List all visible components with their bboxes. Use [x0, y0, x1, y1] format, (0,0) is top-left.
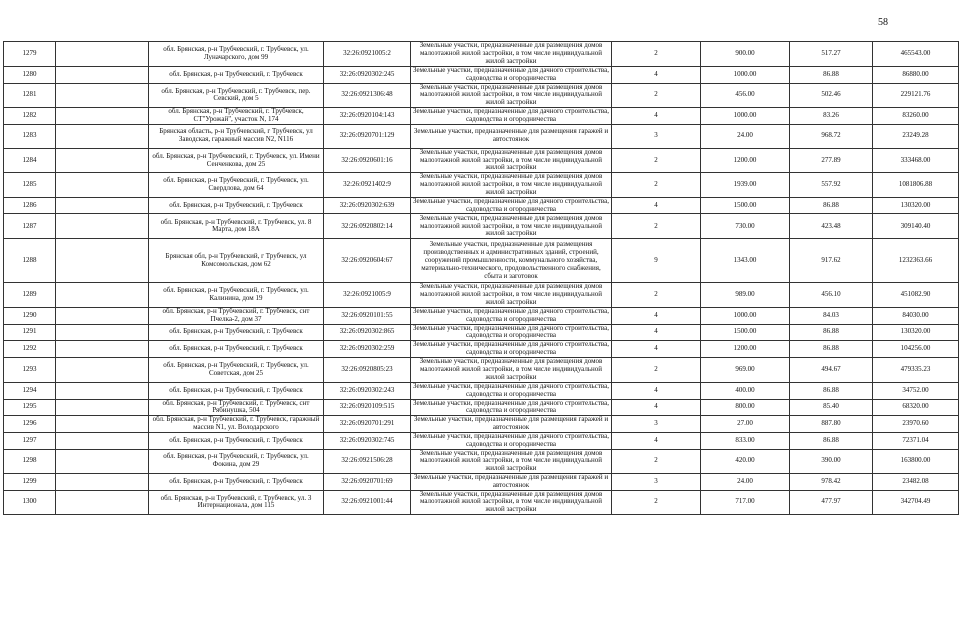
group-cell: 2 [612, 357, 701, 382]
group-cell: 4 [612, 399, 701, 416]
address-cell: обл. Брянская, р-н Трубчевский, г. Трубчевск [149, 324, 324, 341]
empty-cell [56, 357, 149, 382]
group-cell: 4 [612, 108, 701, 125]
land-use-cell: Земельные участки, предназначенные для размещения гаражей и автостоянок [411, 124, 612, 148]
group-cell: 9 [612, 239, 701, 283]
cadastral-number-cell: 32:26:0920302:865 [324, 324, 411, 341]
cadastral-number-cell: 32:26:0920302:745 [324, 432, 411, 449]
address-cell: обл. Брянская, р-н Трубчевский, г. Трубчевск [149, 432, 324, 449]
area-cell: 717.00 [701, 490, 790, 514]
row-number: 1295 [4, 399, 56, 416]
address-cell: обл. Брянская, р-н Трубчевский, г. Трубчевск, ул. Советская, дом 25 [149, 357, 324, 382]
address-cell: обл. Брянская, р-н Трубчевский, г. Трубчевск, ул. Свердлова, дом 64 [149, 173, 324, 197]
cadastral-value-cell: 86880.00 [873, 67, 959, 84]
table-row [4, 432, 959, 449]
specific-value-cell: 86.88 [790, 432, 873, 449]
group-cell: 2 [612, 283, 701, 307]
cadastral-number-cell: 32:26:0920601:16 [324, 148, 411, 172]
specific-value-cell: 968.72 [790, 124, 873, 148]
empty-cell [56, 42, 149, 67]
area-cell: 969.00 [701, 357, 790, 382]
cadastral-number-cell: 32:26:0921001:44 [324, 490, 411, 514]
address-cell: обл. Брянская, р-н Трубчевский, г. Трубчевск, ул. 3 Интернационала, дом 115 [149, 490, 324, 514]
cadastral-number-cell: 32:26:0920101:55 [324, 307, 411, 324]
row-number: 1282 [4, 108, 56, 125]
table-row [4, 214, 959, 239]
address-cell: обл. Брянская, р-н Трубчевский, г. Трубчевск, снт Рябинушка, 504 [149, 399, 324, 416]
empty-cell [56, 490, 149, 514]
table-row [4, 341, 959, 358]
area-cell: 420.00 [701, 449, 790, 473]
empty-cell [56, 307, 149, 324]
group-cell: 2 [612, 148, 701, 172]
land-use-cell: Земельные участки, предназначенные для дачного строительства, садоводства и огородничества [411, 382, 612, 399]
cadastral-number-cell: 32:26:0920701:291 [324, 416, 411, 433]
address-cell: обл. Брянская, р-н Трубчевский, г. Трубчевск, ул. Луначарского, дом 99 [149, 42, 324, 67]
specific-value-cell: 85.40 [790, 399, 873, 416]
address-cell: обл. Брянская, р-н Трубчевский, г. Трубчевск, ул. 8 Марта, дом 18А [149, 214, 324, 239]
table-row [4, 148, 959, 172]
specific-value-cell: 887.80 [790, 416, 873, 433]
group-cell: 2 [612, 83, 701, 107]
row-number: 1285 [4, 173, 56, 197]
area-cell: 456.00 [701, 83, 790, 107]
address-cell: обл. Брянская, р-н Трубчевский, г. Трубчевск [149, 382, 324, 399]
cadastral-number-cell: 32:26:0920302:259 [324, 341, 411, 358]
specific-value-cell: 86.88 [790, 67, 873, 84]
cadastral-number-cell: 32:26:0920802:14 [324, 214, 411, 239]
cadastral-number-cell: 32:26:0920104:143 [324, 108, 411, 125]
land-use-cell: Земельные участки, предназначенные для размещения домов малоэтажной жилой застройки, в том числе индивидуальной жилой застройки [411, 490, 612, 514]
empty-cell [56, 124, 149, 148]
area-cell: 800.00 [701, 399, 790, 416]
empty-cell [56, 283, 149, 307]
cadastral-number-cell: 32:26:0920701:129 [324, 124, 411, 148]
table-row [4, 382, 959, 399]
row-number: 1283 [4, 124, 56, 148]
cadastral-number-cell: 32:26:0921005:9 [324, 283, 411, 307]
cadastral-value-cell: 1232363.66 [873, 239, 959, 283]
group-cell: 2 [612, 214, 701, 239]
area-cell: 900.00 [701, 42, 790, 67]
land-use-cell: Земельные участки, предназначенные для размещения домов малоэтажной жилой застройки, в том числе индивидуальной жилой застройки [411, 42, 612, 67]
address-cell: обл. Брянская, р-н Трубчевский, г. Трубчевск, пер. Севский, дом 5 [149, 83, 324, 107]
land-use-cell: Земельные участки, предназначенные для размещения гаражей и автостоянок [411, 416, 612, 433]
cadastral-value-cell: 72371.04 [873, 432, 959, 449]
empty-cell [56, 148, 149, 172]
empty-cell [56, 382, 149, 399]
row-number: 1296 [4, 416, 56, 433]
land-use-cell: Земельные участки, предназначенные для дачного строительства, садоводства и огородничества [411, 432, 612, 449]
cadastral-value-cell: 1081806.88 [873, 173, 959, 197]
area-cell: 1343.00 [701, 239, 790, 283]
row-number: 1279 [4, 42, 56, 67]
group-cell: 4 [612, 382, 701, 399]
group-cell: 4 [612, 307, 701, 324]
cadastral-value-cell: 333468.00 [873, 148, 959, 172]
specific-value-cell: 83.26 [790, 108, 873, 125]
area-cell: 730.00 [701, 214, 790, 239]
land-use-cell: Земельные участки, предназначенные для дачного строительства, садоводства и огородничества [411, 324, 612, 341]
area-cell: 24.00 [701, 124, 790, 148]
row-number: 1291 [4, 324, 56, 341]
row-number: 1284 [4, 148, 56, 172]
address-cell: обл. Брянская, р-н Трубчевский, г. Трубчевск, СТ"Урожай", участок N, 174 [149, 108, 324, 125]
cadastral-value-cell: 83260.00 [873, 108, 959, 125]
area-cell: 1939.00 [701, 173, 790, 197]
group-cell: 3 [612, 473, 701, 490]
row-number: 1281 [4, 83, 56, 107]
table-row [4, 239, 959, 283]
area-cell: 1000.00 [701, 108, 790, 125]
cadastral-value-cell: 342704.49 [873, 490, 959, 514]
land-use-cell: Земельные участки, предназначенные для дачного строительства, садоводства и огородничества [411, 307, 612, 324]
cadastral-value-cell: 309140.40 [873, 214, 959, 239]
row-number: 1290 [4, 307, 56, 324]
cadastral-number-cell: 32:26:0920604:67 [324, 239, 411, 283]
row-number: 1288 [4, 239, 56, 283]
group-cell: 4 [612, 324, 701, 341]
row-number: 1297 [4, 432, 56, 449]
land-use-cell: Земельные участки, предназначенные для размещения производственных и административных зданий, строений, сооружений промышленности, коммунального хозяйства, материально-технического, продовольственного снабжения, сбыта и заготовок [411, 239, 612, 283]
address-cell: обл. Брянская, р-н Трубчевский, г. Трубчевск, ул. Калинина, дом 19 [149, 283, 324, 307]
empty-cell [56, 67, 149, 84]
cadastral-value-cell: 229121.76 [873, 83, 959, 107]
empty-cell [56, 108, 149, 125]
row-number: 1292 [4, 341, 56, 358]
cadastral-number-cell: 32:26:0921506:28 [324, 449, 411, 473]
cadastral-value-cell: 68320.00 [873, 399, 959, 416]
cadastral-number-cell: 32:26:0920302:245 [324, 67, 411, 84]
area-cell: 1200.00 [701, 148, 790, 172]
row-number: 1298 [4, 449, 56, 473]
cadastral-number-cell: 32:26:0920701:69 [324, 473, 411, 490]
empty-cell [56, 399, 149, 416]
row-number: 1286 [4, 197, 56, 214]
row-number: 1299 [4, 473, 56, 490]
group-cell: 2 [612, 42, 701, 67]
cadastral-number-cell: 32:26:0920302:243 [324, 382, 411, 399]
table-row [4, 173, 959, 197]
land-use-cell: Земельные участки, предназначенные для дачного строительства, садоводства и огородничества [411, 341, 612, 358]
specific-value-cell: 917.62 [790, 239, 873, 283]
address-cell: обл. Брянская, р-н Трубчевский, г. Трубчевск, снт Пчелка-2, дом 37 [149, 307, 324, 324]
land-use-cell: Земельные участки, предназначенные для размещения домов малоэтажной жилой застройки, в том числе индивидуальной жилой застройки [411, 173, 612, 197]
area-cell: 1000.00 [701, 67, 790, 84]
specific-value-cell: 86.88 [790, 341, 873, 358]
table-row [4, 42, 959, 67]
specific-value-cell: 277.89 [790, 148, 873, 172]
row-number: 1287 [4, 214, 56, 239]
empty-cell [56, 197, 149, 214]
cadastral-value-cell: 84030.00 [873, 307, 959, 324]
group-cell: 4 [612, 432, 701, 449]
cadastral-value-cell: 34752.00 [873, 382, 959, 399]
cadastral-number-cell: 32:26:0920302:639 [324, 197, 411, 214]
cadastral-value-table [3, 41, 959, 515]
specific-value-cell: 86.88 [790, 382, 873, 399]
specific-value-cell: 502.46 [790, 83, 873, 107]
group-cell: 2 [612, 449, 701, 473]
empty-cell [56, 324, 149, 341]
cadastral-number-cell: 32:26:0921306:48 [324, 83, 411, 107]
table-body [4, 42, 959, 515]
land-use-cell: Земельные участки, предназначенные для дачного строительства, садоводства и огородничества [411, 197, 612, 214]
table-row [4, 307, 959, 324]
cadastral-value-cell: 23970.60 [873, 416, 959, 433]
cadastral-value-cell: 23482.08 [873, 473, 959, 490]
table-row [4, 67, 959, 84]
area-cell: 989.00 [701, 283, 790, 307]
specific-value-cell: 86.88 [790, 197, 873, 214]
land-use-cell: Земельные участки, предназначенные для размещения домов малоэтажной жилой застройки, в том числе индивидуальной жилой застройки [411, 148, 612, 172]
table-row [4, 490, 959, 514]
cadastral-value-cell: 130320.00 [873, 197, 959, 214]
row-number: 1280 [4, 67, 56, 84]
address-cell: Брянская обл, р-н Трубчевский, г Трубчевск, ул Комсомольская, дом 62 [149, 239, 324, 283]
land-use-cell: Земельные участки, предназначенные для размещения гаражей и автостоянок [411, 473, 612, 490]
cadastral-value-cell: 451082.90 [873, 283, 959, 307]
specific-value-cell: 86.88 [790, 324, 873, 341]
group-cell: 4 [612, 197, 701, 214]
land-use-cell: Земельные участки, предназначенные для размещения домов малоэтажной жилой застройки, в том числе индивидуальной жилой застройки [411, 357, 612, 382]
address-cell: обл. Брянская, р-н Трубчевский, г. Трубчевск [149, 473, 324, 490]
table-row [4, 449, 959, 473]
specific-value-cell: 494.67 [790, 357, 873, 382]
area-cell: 1200.00 [701, 341, 790, 358]
address-cell: обл. Брянская, р-н Трубчевский, г. Трубчевск [149, 197, 324, 214]
specific-value-cell: 557.92 [790, 173, 873, 197]
table-row [4, 416, 959, 433]
specific-value-cell: 390.00 [790, 449, 873, 473]
group-cell: 2 [612, 173, 701, 197]
table-row [4, 108, 959, 125]
table-row [4, 473, 959, 490]
empty-cell [56, 83, 149, 107]
cadastral-value-cell: 23249.28 [873, 124, 959, 148]
group-cell: 3 [612, 124, 701, 148]
specific-value-cell: 978.42 [790, 473, 873, 490]
row-number: 1289 [4, 283, 56, 307]
area-cell: 400.00 [701, 382, 790, 399]
land-use-cell: Земельные участки, предназначенные для дачного строительства, садоводства и огородничества [411, 108, 612, 125]
empty-cell [56, 214, 149, 239]
empty-cell [56, 449, 149, 473]
cadastral-value-cell: 465543.00 [873, 42, 959, 67]
land-use-cell: Земельные участки, предназначенные для размещения домов малоэтажной жилой застройки, в том числе индивидуальной жилой застройки [411, 214, 612, 239]
land-use-cell: Земельные участки, предназначенные для размещения домов малоэтажной жилой застройки, в том числе индивидуальной жилой застройки [411, 83, 612, 107]
cadastral-number-cell: 32:26:0920109:515 [324, 399, 411, 416]
cadastral-number-cell: 32:26:0921005:2 [324, 42, 411, 67]
specific-value-cell: 84.03 [790, 307, 873, 324]
area-cell: 1500.00 [701, 197, 790, 214]
table-row [4, 399, 959, 416]
group-cell: 2 [612, 490, 701, 514]
specific-value-cell: 477.97 [790, 490, 873, 514]
group-cell: 4 [612, 67, 701, 84]
table-row [4, 283, 959, 307]
land-use-cell: Земельные участки, предназначенные для дачного строительства, садоводства и огородничества [411, 67, 612, 84]
area-cell: 833.00 [701, 432, 790, 449]
empty-cell [56, 341, 149, 358]
area-cell: 24.00 [701, 473, 790, 490]
table-row [4, 324, 959, 341]
row-number: 1294 [4, 382, 56, 399]
address-cell: обл. Брянская, р-н Трубчевский, г. Трубчевск, ул. Имени Сенченкова, дом 25 [149, 148, 324, 172]
address-cell: обл. Брянская, р-н Трубчевский, г. Трубчевск, гаражный массив N1, ул. Володарского [149, 416, 324, 433]
table-row [4, 197, 959, 214]
empty-cell [56, 432, 149, 449]
table-row [4, 357, 959, 382]
land-use-cell: Земельные участки, предназначенные для дачного строительства, садоводства и огородничества [411, 399, 612, 416]
group-cell: 3 [612, 416, 701, 433]
cadastral-value-cell: 479335.23 [873, 357, 959, 382]
empty-cell [56, 173, 149, 197]
empty-cell [56, 473, 149, 490]
specific-value-cell: 423.48 [790, 214, 873, 239]
address-cell: Брянская область, р-н Трубчевский, г Трубчевск, ул Заводская, гаражный массив N2, N116 [149, 124, 324, 148]
cadastral-number-cell: 32:26:0921402:9 [324, 173, 411, 197]
cadastral-value-cell: 130320.00 [873, 324, 959, 341]
cadastral-number-cell: 32:26:0920805:23 [324, 357, 411, 382]
page-number: 58 [878, 17, 888, 28]
area-cell: 1000.00 [701, 307, 790, 324]
table-row [4, 83, 959, 107]
cadastral-value-cell: 104256.00 [873, 341, 959, 358]
specific-value-cell: 517.27 [790, 42, 873, 67]
area-cell: 27.00 [701, 416, 790, 433]
land-use-cell: Земельные участки, предназначенные для размещения домов малоэтажной жилой застройки, в том числе индивидуальной жилой застройки [411, 283, 612, 307]
cadastral-value-cell: 163800.00 [873, 449, 959, 473]
address-cell: обл. Брянская, р-н Трубчевский, г. Трубчевск [149, 67, 324, 84]
group-cell: 4 [612, 341, 701, 358]
row-number: 1300 [4, 490, 56, 514]
address-cell: обл. Брянская, р-н Трубчевский, г. Трубчевск [149, 341, 324, 358]
address-cell: обл. Брянская, р-н Трубчевский, г. Трубчевск, ул. Фокина, дом 29 [149, 449, 324, 473]
specific-value-cell: 456.10 [790, 283, 873, 307]
area-cell: 1500.00 [701, 324, 790, 341]
empty-cell [56, 239, 149, 283]
row-number: 1293 [4, 357, 56, 382]
land-use-cell: Земельные участки, предназначенные для размещения домов малоэтажной жилой застройки, в том числе индивидуальной жилой застройки [411, 449, 612, 473]
empty-cell [56, 416, 149, 433]
table-row [4, 124, 959, 148]
